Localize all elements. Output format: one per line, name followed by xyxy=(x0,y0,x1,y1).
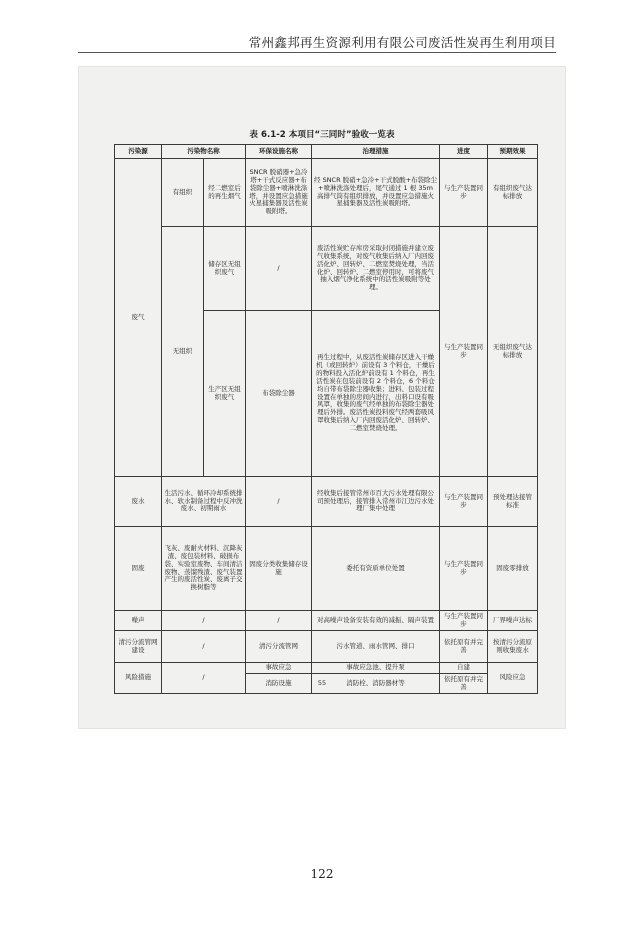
facility-cell: 事故应急 xyxy=(246,663,312,674)
table-header-row xyxy=(115,145,538,159)
sub-category-cell: 无组织 xyxy=(162,227,204,477)
measure-cell: 经 SNCR 脱硝+急冷+干式脱酸+布袋除尘+喷淋洗涤处理后，尾气通过 1 根 35m 高排气筒有组织排放，并设置应急措施火星捕集器及活性炭吸附塔。 xyxy=(312,159,440,227)
facility-cell: 布袋除尘器 xyxy=(246,311,312,477)
pollutant-cell: / xyxy=(162,631,246,663)
schedule-cell: 与生产装置同步 xyxy=(440,477,488,527)
measure-cell: 废活性炭贮存库房采取封闭措施并建立废气收集系统，对废气收集后纳入厂内回废活化炉、回转炉、二燃室焚烧处理，当活化炉、回转炉、二燃室停用时，可将废气抽入烟气净化系统中的活性炭吸附等处理。 xyxy=(312,227,440,311)
table-row xyxy=(115,631,538,663)
effect-cell: 按清污分流原则收集废水 xyxy=(488,631,538,663)
table-row xyxy=(115,663,538,674)
effect-cell: 预处理达接管标准 xyxy=(488,477,538,527)
schedule-cell: 与生产装置同步 xyxy=(440,227,488,477)
source-cell: 清污分流管网建设 xyxy=(115,631,162,663)
column-header: 治理措施 xyxy=(312,145,440,159)
column-header: 污染物名称 xyxy=(162,145,246,159)
table-title: 表 6.1-2 本项目“三同时”验收一览表 xyxy=(249,130,395,140)
measure-cell: 对高噪声设备安装有效的减振、隔声装置 xyxy=(312,611,440,631)
facility-cell: / xyxy=(246,611,312,631)
measure-cell: 事故应急池、提升泵 xyxy=(312,663,440,674)
column-header: 预期效果 xyxy=(488,145,538,159)
schedule-cell: 依托原有并完善 xyxy=(440,631,488,663)
effect-cell: 无组织废气达标排放 xyxy=(488,227,538,477)
source-cell: 固废 xyxy=(115,527,162,611)
source-cell: 噪声 xyxy=(115,611,162,631)
effect-cell: 有组织废气达标排放 xyxy=(488,159,538,227)
pollutant-cell: 储存区无组织废气 xyxy=(204,227,246,311)
effect-cell: 固废零排放 xyxy=(488,527,538,611)
facility-cell: / xyxy=(246,227,312,311)
effect-cell: 风险应急 xyxy=(488,663,538,694)
schedule-cell: 与生产装置同步 xyxy=(440,159,488,227)
facility-cell: SNCR 脱硝器+急冷塔+干式反应器+布袋除尘器+喷淋洗涤塔，并设置应急措施火星捕集器及活性炭吸附塔。 xyxy=(246,159,312,227)
table-row xyxy=(115,159,538,227)
facility-cell: 清污分流管网 xyxy=(246,631,312,663)
schedule-cell: 与生产装置同步 xyxy=(440,611,488,631)
column-header: 环保设施名称 xyxy=(246,145,312,159)
pollutant-cell: 生活污水、循环冷却系统排水、软水制备过程中反冲洗废水、初期雨水 xyxy=(162,477,246,527)
facility-cell: 固废分类收集储存设施 xyxy=(246,527,312,611)
pollutant-cell: / xyxy=(162,663,246,694)
pollutant-cell: 飞灰、废耐火材料、沉降灰渣、废包装材料、破损布袋、实验室废物、车间清洁废物、蒸馏残渣、废气装置产生的废活性炭、废离子交换树脂等 xyxy=(162,527,246,611)
table-row xyxy=(115,611,538,631)
scanned-page-number: 55 xyxy=(317,679,327,687)
pollutant-cell: 经二燃室后的再生烟气 xyxy=(204,159,246,227)
measure-cell: 再生过程中，从废活性炭储存区进入干燥机（或回转炉）前设有 3 个料仓，干燥后的物料投入活化炉前设有 1 个料仓，再生活性炭在包装前设有 2 个料仓，6 个料仓均自带布袋除尘器收集；进料、包装过程设置在单独的房间内进行，出料口设有吸风罩，收集的废气经单独的布袋除尘器处理后外排。废活性炭投料废气经两套吸风罩收集后纳入厂内回废活化炉、回转炉、二燃室焚烧处理。 xyxy=(312,311,440,477)
measure-cell: 污水管道、雨水管网、排口 xyxy=(312,631,440,663)
measure-cell: 经收集后接管常州市百大污水处理有限公司预处理后，接管排入常州市江边污水处理厂集中处理 xyxy=(312,477,440,527)
schedule-cell: 与生产装置同步 xyxy=(440,527,488,611)
source-cell: 风险措施 xyxy=(115,663,162,694)
column-header: 进度 xyxy=(440,145,488,159)
sub-category-cell: 有组织 xyxy=(162,159,204,227)
acceptance-table xyxy=(114,144,538,694)
measure-cell: 委托有资质单位处置 xyxy=(312,527,440,611)
column-header: 污染源 xyxy=(115,145,162,159)
effect-cell: 厂界噪声达标 xyxy=(488,611,538,631)
pollutant-cell: / xyxy=(162,611,246,631)
table-row xyxy=(115,527,538,611)
measure-cell: 消防栓、消防器材等 xyxy=(312,674,440,694)
header-divider xyxy=(78,52,556,53)
table-row xyxy=(115,477,538,527)
pollutant-cell: 生产区无组织废气 xyxy=(204,311,246,477)
source-cell: 废水 xyxy=(115,477,162,527)
table-row xyxy=(115,227,538,311)
document-header-title: 常州鑫邦再生资源利用有限公司废活性炭再生利用项目 xyxy=(248,35,556,50)
schedule-cell: 自建 xyxy=(440,663,488,674)
facility-cell: / xyxy=(246,477,312,527)
schedule-cell: 依托原有并完善 xyxy=(440,674,488,694)
scanned-page xyxy=(78,66,566,729)
page-number: 122 xyxy=(310,867,334,881)
facility-cell: 消防设施 xyxy=(246,674,312,694)
source-cell: 废气 xyxy=(115,159,162,477)
